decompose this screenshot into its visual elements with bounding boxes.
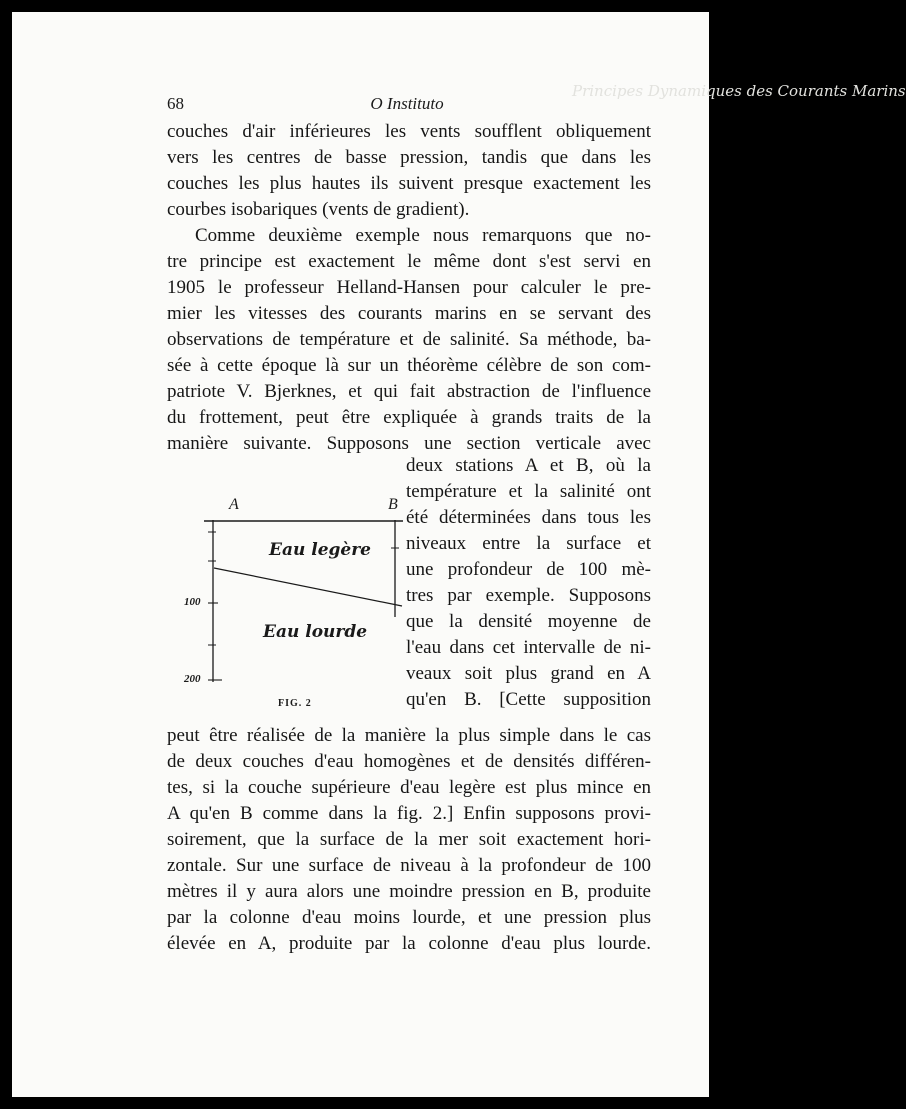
text-line: mier les vitesses des courants marins en se servant des <box>167 303 651 324</box>
text-line: température et la salinité ont <box>406 481 651 502</box>
bleed-through-text: Principes Dynamiques des Courants Marins <box>572 82 906 100</box>
book-page <box>12 12 906 1097</box>
depth-200-label: 200 <box>184 673 201 685</box>
figure-diagram <box>166 482 406 712</box>
text-line: que la densité moyenne de <box>406 611 651 632</box>
text-line: sée à cette époque là sur un théorème célèbre de son com- <box>167 355 651 376</box>
text-line: zontale. Sur une surface de niveau à la profondeur de 100 <box>167 855 651 876</box>
text-block-bottom <box>167 723 651 957</box>
text-line: tre principe est exactement le même dont s'est servi en <box>167 251 651 272</box>
station-a-label: A <box>229 496 239 513</box>
text-line: été déterminées dans tous les <box>406 507 651 528</box>
depth-100-label: 100 <box>184 596 201 608</box>
text-line: observations de température et de salinité. Sa méthode, ba- <box>167 329 651 350</box>
text-line: couches d'air inférieures les vents soufflent obliquement <box>167 121 651 142</box>
text-line: par la colonne d'eau moins lourde, et une pression plus <box>167 907 651 928</box>
text-line: Comme deuxième exemple nous remarquons que no- <box>195 225 651 246</box>
station-b-label: B <box>388 496 398 513</box>
text-line: deux stations A et B, où la <box>406 455 651 476</box>
figure-2 <box>166 482 406 712</box>
text-line: veaux soit plus grand en A <box>406 663 651 684</box>
text-block-top <box>167 119 651 457</box>
text-line: tres par exemple. Supposons <box>406 585 651 606</box>
text-line: A qu'en B comme dans la fig. 2.] Enfin supposons provi- <box>167 803 651 824</box>
text-line: de deux couches d'eau homogènes et de densités différen- <box>167 751 651 772</box>
text-line: tes, si la couche supérieure d'eau legère est plus mince en <box>167 777 651 798</box>
page-number: 68 <box>167 94 184 113</box>
text-line: niveaux entre la surface et <box>406 533 651 554</box>
text-line: qu'en B. [Cette supposition <box>406 689 651 710</box>
text-block-wrap <box>406 453 651 713</box>
upper-layer-label: Eau legère <box>269 540 371 560</box>
text-line: soirement, que la surface de la mer soit exactement hori- <box>167 829 651 850</box>
text-line: 1905 le professeur Helland-Hansen pour calculer le pre- <box>167 277 651 298</box>
text-line: couches les plus hautes ils suivent presque exactement les <box>167 173 651 194</box>
text-line: une profondeur de 100 mè- <box>406 559 651 580</box>
text-line: vers les centres de basse pression, tandis que dans les <box>167 147 651 168</box>
text-line: élevée en A, produite par la colonne d'eau plus lourde. <box>167 933 651 954</box>
text-line: manière suivante. Supposons une section verticale avec <box>167 433 651 454</box>
density-interface-line <box>214 568 402 606</box>
text-line: l'eau dans cet intervalle de ni- <box>406 637 651 658</box>
text-line: du frottement, peut être expliquée à grands traits de la <box>167 407 651 428</box>
journal-title: O Instituto <box>370 94 444 113</box>
figure-caption: FIG. 2 <box>278 698 312 709</box>
text-line: mètres il y aura alors une moindre pression en B, produite <box>167 881 651 902</box>
text-line: courbes isobariques (vents de gradient). <box>167 199 470 220</box>
lower-layer-label: Eau lourde <box>263 622 368 642</box>
text-line: patriote V. Bjerknes, et qui fait abstraction de l'influence <box>167 381 651 402</box>
text-line: peut être réalisée de la manière la plus simple dans le cas <box>167 725 651 746</box>
